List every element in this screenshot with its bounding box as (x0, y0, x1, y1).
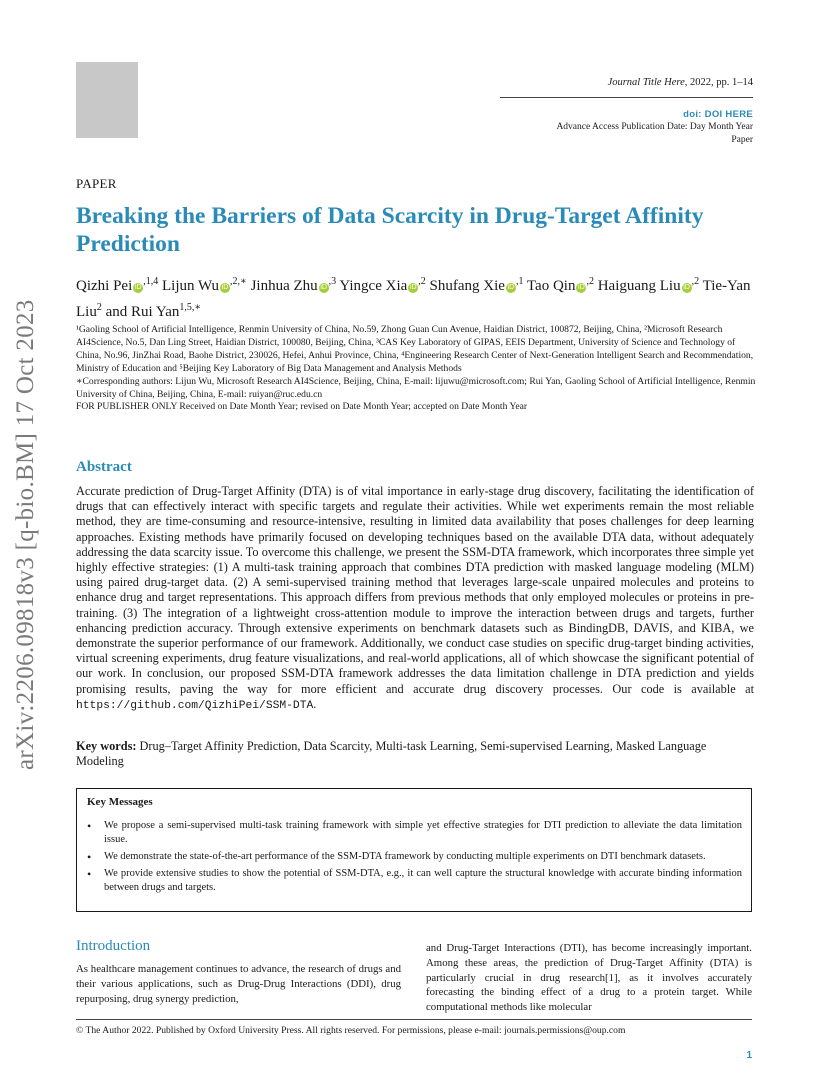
journal-citation: Journal Title Here, 2022, pp. 1–14 (607, 77, 753, 88)
author-name: Jinhua Zhu (250, 278, 318, 294)
affiliations: ¹Gaoling School of Artificial Intelligence, Renmin University of China, No.59, Zhong Guan Cun Avenue, Haidian District, 100872, Beijing, China, ²Microsoft Research AI4Science, No.5, Dan Ling Street, Haidian District, 100080, Beijing, China, ³CAS Key Laboratory of GIPAS, EEIS Department, University of Science and Technology of China, No.96, JinZhai Road, Baohe District, 230026, Hefei, Anhui Province, China, ⁴Engineering Research Center of Next-Generation Intelligent Search and Recommendation, Ministry of Education and ⁵Beijing Key Laboratory of Big Data Management and Analysis Methods (76, 324, 754, 374)
abstract-heading: Abstract (76, 459, 132, 475)
author-name: Rui Yan (131, 304, 180, 320)
author-affiliation-marker: ,3 (328, 276, 337, 287)
author-list: Qizhi Pei $iD^{,1,4}$ Lijun Wu $iD^{,2,∗}$ Jinhua Zhu $iD^{,3}$ Yingce Xia $iD^{,2}$ Shufang Xie $iD^{,1}$ Tao Qin $iD^{,2}$ Haiguang Liu $iD^{,2}$ Tie-Yan Liu$^2$ and Rui Yan$^{1,5,∗}$ (76, 276, 751, 320)
keywords-text: Drug–Target Affinity Prediction, Data Scarcity, Multi-task Learning, Semi-supervised Learning, Masked Language Modeling (76, 739, 707, 769)
key-message-item: • We demonstrate the state-of-the-art performance of the SSM-DTA framework by conducting multiple experiments on DTI benchmark datasets. (87, 850, 742, 864)
author-affiliation-marker: ,2 (418, 276, 426, 287)
introduction-column-2: and Drug-Target Interactions (DTI), has become increasingly important. Among these areas, the prediction of Drug-Target Affinity (DTA) is particularly crucial in drug research[1], as it involves accurately forecasting the binding effect of a drug to a protein target. While computational methods like molecular (426, 942, 752, 1014)
key-message-item: • We propose a semi-supervised multi-task training framework with simple yet effective strategies for DTI prediction to alleviate the data limitation issue. (87, 819, 742, 847)
author-affiliation-marker: 1,5,∗ (179, 302, 202, 313)
abstract-text: Accurate prediction of Drug-Target Affinity (DTA) is of vital importance in early-stage drug discovery, facilitating the identification of drugs that can effectively interact with specific targets and regulate their activities. While wet experiments remain the most reliable method, they are time-consuming and resource-intensive, resulting in limited data availability that poses challenges for deep learning approaches. Existing methods have primarily focused on developing techniques based on the available DTA data, without adequately addressing the data scarcity issue. To overcome this challenge, we present the SSM-DTA framework, which incorporates three simple yet highly effective strategies: (1) A multi-task training approach that combines DTA prediction with masked language modeling (MLM) using paired drug-target data. (2) A semi-supervised training method that leverages large-scale unpaired molecules and proteins to enhance drug and target representations. This approach differs from previous methods that only employed molecules or proteins in pre-training. (3) The integration of a lightweight cross-attention module to improve the interaction between drugs and targets, further enhancing prediction accuracy. Through extensive experiments on benchmark datasets such as BindingDB, DAVIS, and KIBA, we demonstrate the superior performance of our framework. Additionally, we conduct case studies on specific drug-target binding activities, virtual screening experiments, drug feature visualizations, and real-world applications, all of which showcase the significant potential of our work. In conclusion, our proposed SSM-DTA framework addresses the data limitation challenge in DTA prediction and yields promising results, paving the way for more efficient and accurate drug discovery processes. Our code is available at https://github.com/QizhiPei/SSM-DTA. (76, 484, 754, 712)
author-affiliation-marker: ,1 (515, 276, 524, 287)
article-type: Paper (731, 135, 753, 145)
journal-logo-placeholder (76, 62, 138, 138)
copyright-footer: © The Author 2022. Published by Oxford University Press. All rights reserved. For permissions, please e-mail: journals.permissions@oup.com (76, 1025, 626, 1036)
author-affiliation-marker: ,2 (691, 276, 700, 287)
keywords (76, 739, 754, 769)
keywords-label: Key words: (76, 739, 137, 753)
author-name: Haiguang Liu (597, 278, 681, 294)
orcid-icon[interactable]: iD (134, 284, 142, 291)
key-messages-list (87, 819, 742, 898)
corresponding-authors: ∗Corresponding authors: Lijun Wu, Microsoft Research AI4Science, Beijing, China, E-mail: lijuwu@microsoft.com; Rui Yan, Gaoling School of Artificial Intelligence, Renmin University of China, Beijing, China, E-mail: ruiyan@ruc.edu.cn (76, 375, 756, 400)
author-name: Yingce Xia (339, 278, 408, 294)
orcid-icon[interactable]: iD (320, 284, 327, 291)
author-name: Shufang Xie (429, 278, 505, 294)
publisher-note: FOR PUBLISHER ONLY Received on Date Month Year; revised on Date Month Year; accepted on Date Month Year (76, 401, 528, 413)
advance-access-date: Advance Access Publication Date: Day Month Year (556, 122, 753, 132)
author-name: Qizhi Pei (76, 278, 133, 294)
doi-link[interactable]: doi: DOI HERE (683, 109, 753, 120)
orcid-icon[interactable]: iD (578, 284, 585, 291)
key-messages-box (76, 788, 752, 912)
paper-label: PAPER (76, 176, 117, 191)
footer-rule (76, 1019, 752, 1020)
orcid-icon[interactable]: iD (507, 284, 515, 291)
author-name: Lijun Wu (162, 278, 220, 294)
author-affiliation-marker: ,2,∗ (230, 276, 247, 287)
author-affiliation-marker: ,1,4 (143, 276, 159, 287)
arxiv-identifier: arXiv:2206.09818v3 [q-bio.BM] 17 Oct 2023 (12, 299, 39, 770)
author-affiliation-marker: ,2 (586, 276, 594, 287)
affiliations-block (76, 324, 756, 414)
orcid-icon[interactable]: iD (683, 284, 690, 291)
introduction-column-1: As healthcare management continues to advance, the research of drugs and their various applications, such as Drug-Drug Interactions (DDI), drug repurposing, drug synergy prediction, (76, 963, 401, 1005)
key-messages-title: Key Messages (87, 796, 153, 808)
key-message-item: • We provide extensive studies to show the potential of SSM-DTA, e.g., it can well capture the structural knowledge with accurate binding information between drugs and targets. (87, 867, 742, 895)
orcid-icon[interactable]: iD (221, 284, 229, 291)
author-name: Tao Qin (526, 278, 576, 294)
page-number: 1 (746, 1050, 752, 1061)
header-rule (500, 97, 753, 98)
orcid-icon[interactable]: iD (409, 284, 417, 291)
paper-title: Breaking the Barriers of Data Scarcity in Drug-Target Affinity Prediction (76, 203, 704, 257)
code-url-link[interactable]: https://github.com/QizhiPei/SSM-DTA (76, 699, 314, 712)
introduction-heading: Introduction (76, 938, 151, 954)
author-name: Tie-Yan Liu (76, 278, 751, 320)
author-affiliation-marker: 2 (96, 302, 102, 313)
